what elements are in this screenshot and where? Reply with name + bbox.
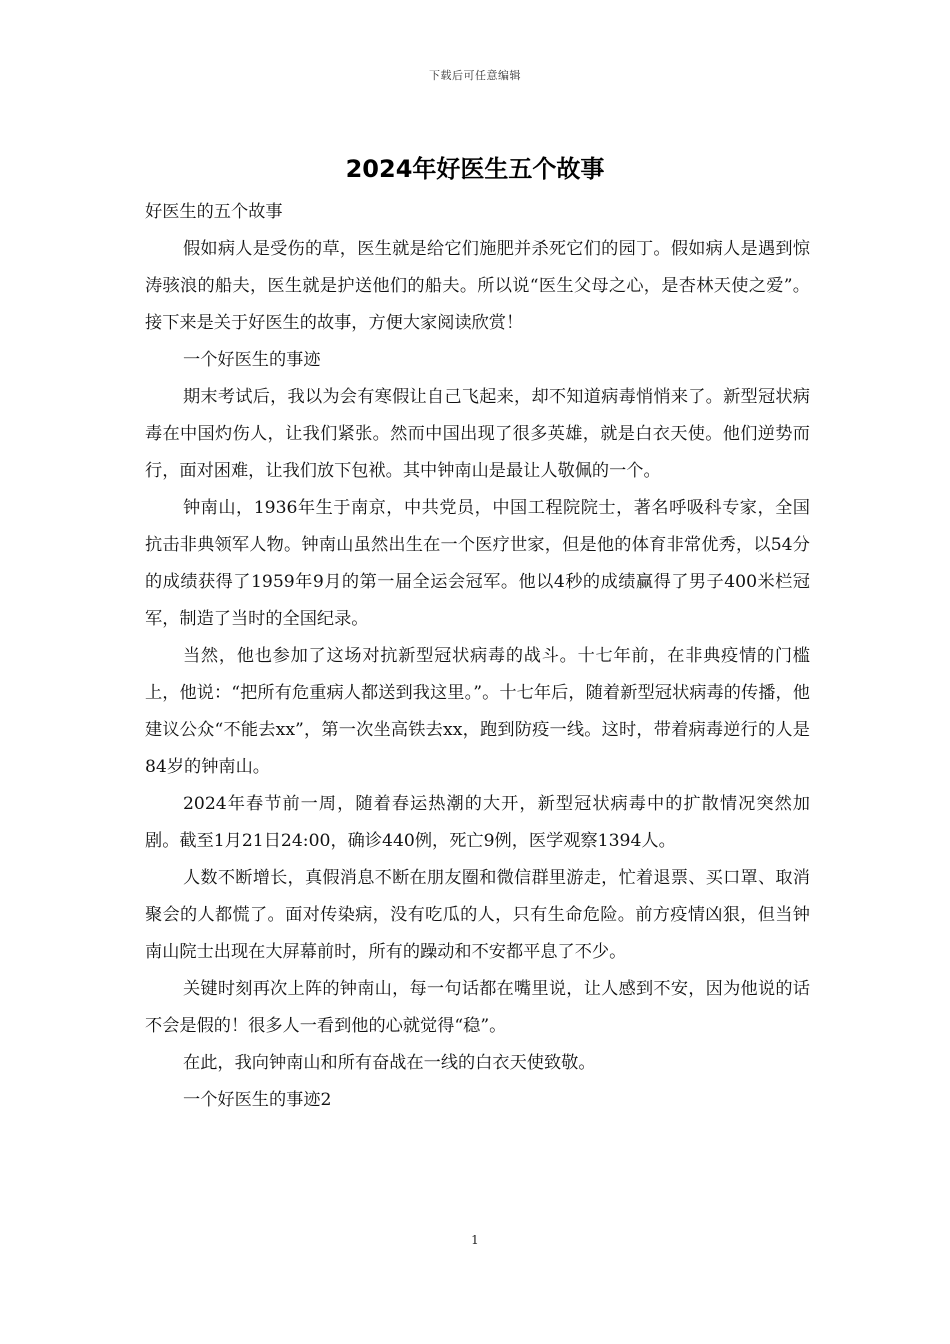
- body-paragraph: 当然，他也参加了这场对抗新型冠状病毒的战斗。十七年前，在非典疫情的门槛上，他说：“把所有危重病人都送到我这里。”。十七年后，随着新型冠状病毒的传播，他建议公众“不能去xx”，第一次坐高铁去xx，跑到防疫一线。这时，带着病毒逆行的人是84岁的钟南山。: [145, 646, 810, 777]
- page-number: 1: [471, 1233, 479, 1247]
- section-heading: 一个好医生的事迹: [183, 350, 321, 370]
- section-heading: 一个好医生的事迹2: [183, 1090, 332, 1110]
- body-paragraph: 钟南山，1936年生于南京，中共党员，中国工程院院士，著名呼吸科专家，全国抗击非典领军人物。钟南山虽然出生在一个医疗世家，但是他的体育非常优秀，以54分的成绩获得了1959年9月的第一届全运会冠军。他以4秒的成绩赢得了男子400米栏冠军，制造了当时的全国纪录。: [145, 498, 810, 629]
- body-paragraph: 关键时刻再次上阵的钟南山，每一句话都在嘴里说，让人感到不安，因为他说的话不会是假的！很多人一看到他的心就觉得“稳”。: [145, 979, 810, 1036]
- document-title: 2024年好医生五个故事: [345, 155, 605, 183]
- document-body: [145, 194, 810, 1119]
- subtitle-paragraph: 好医生的五个故事: [145, 202, 283, 222]
- body-paragraph: 在此，我向钟南山和所有奋战在一线的白衣天使致敬。: [183, 1053, 596, 1073]
- body-paragraph: 期末考试后，我以为会有寒假让自己飞起来，却不知道病毒悄悄来了。新型冠状病毒在中国灼伤人，让我们紧张。然而中国出现了很多英雄，就是白衣天使。他们逆势而行，面对困难，让我们放下包袱。其中钟南山是最让人敬佩的一个。: [145, 387, 810, 481]
- body-paragraph: 2024年春节前一周，随着春运热潮的大开，新型冠状病毒中的扩散情况突然加剧。截至1月21日24:00，确诊440例，死亡9例，医学观察1394人。: [145, 794, 810, 851]
- body-paragraph: 假如病人是受伤的草，医生就是给它们施肥并杀死它们的园丁。假如病人是遇到惊涛骇浪的船夫，医生就是护送他们的船夫。所以说“医生父母之心，是杏林天使之爱”。接下来是关于好医生的故事，方便大家阅读欣赏！: [145, 239, 810, 333]
- body-paragraph: 人数不断增长，真假消息不断在朋友圈和微信群里游走，忙着退票、买口罩、取消聚会的人都慌了。面对传染病，没有吃瓜的人，只有生命危险。前方疫情凶狠，但当钟南山院士出现在大屏幕前时，所有的躁动和不安都平息了不少。: [145, 868, 810, 962]
- header-note: 下载后可任意编辑: [429, 69, 521, 82]
